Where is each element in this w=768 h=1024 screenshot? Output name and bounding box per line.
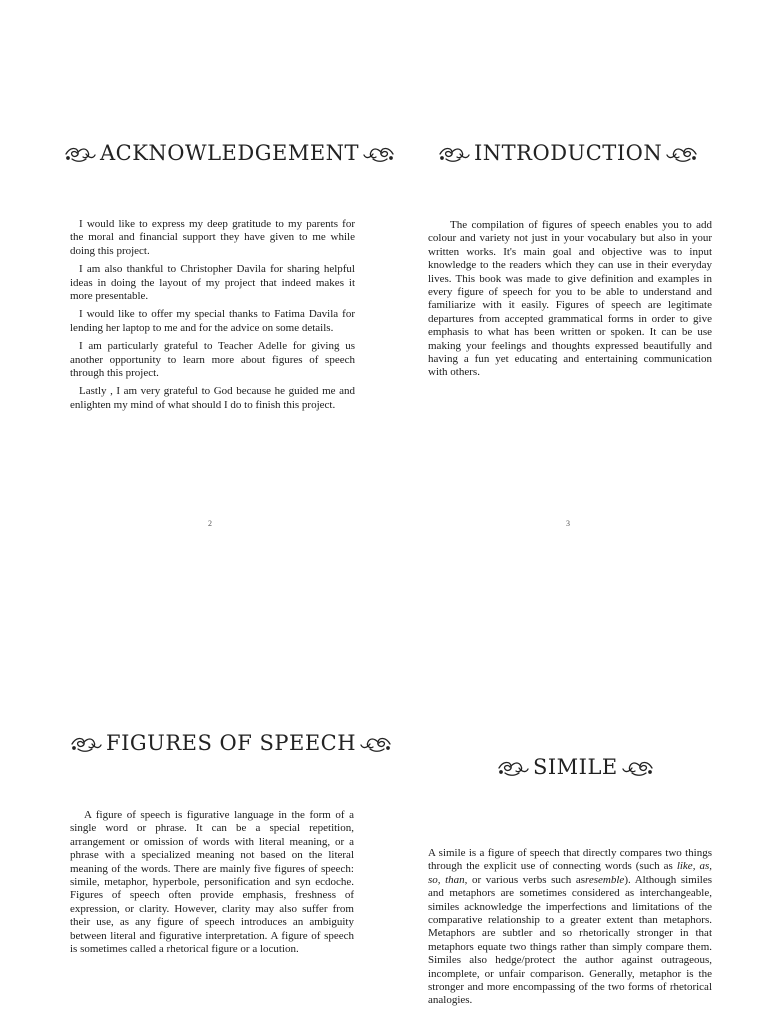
- simile-text-part: ). Although similes and metaphors are sometimes considered as interchangeable, similes acknowledge the imperfections and limitations of the comparative relationship to a greater extent than metaphors. Metaphors are subtler and so rhetorically stronger in that metaphors equate two things rather than simply compare them. Similes also hedge/protect the author against outrageous, incomplete, or unfair comparison. Generally, metaphor is the stronger and more encompassing of the two forms of rhetorical analogies.: [428, 873, 713, 1007]
- simile-text-part: or various verbs such as: [467, 873, 586, 886]
- simile-heading: [497, 757, 654, 778]
- introduction-heading: [438, 143, 698, 164]
- acknowledgement-body: [70, 218, 355, 417]
- ack-paragraph: I am particularly grateful to Teacher Adelle for giving us another opportunity to learn more about figures of speech through this project.: [70, 340, 355, 380]
- page-number: 3: [566, 519, 570, 528]
- simile-connecting-words: like, as, so, than,: [428, 860, 712, 886]
- flourish-right-icon: [360, 735, 392, 753]
- fos-paragraph: A figure of speech is figurative language in the form of a single word or phrase. It can be a special repetition, arrangement or omission of words with literal meaning, or a phrase with a specialized meaning not based on the literal meaning of the words. There are mainly five figures of speech: simile, metaphor, hyperbole, personification and syn ecdoche. Figures of speech often provide emphasis, freshness of expression, or clarity. However, clarity may also suffer from their use, as any figure of speech introduces an ambiguity between literal and figurative interpretation. A figure of speech is sometimes called a rhetorical figure or a locution.: [70, 809, 354, 956]
- flourish-right-icon: [666, 145, 698, 163]
- simile-body: [428, 847, 712, 1013]
- simile-title: SIMILE: [533, 755, 618, 779]
- acknowledgement-heading: [64, 143, 395, 164]
- flourish-left-icon: [64, 145, 96, 163]
- ack-paragraph: I would like to express my deep gratitude to my parents for the moral and financial support they have given to me while doing this project.: [70, 218, 355, 257]
- ack-paragraph: Lastly , I am very grateful to God because he guided me and enlighten my mind of what should I do to finish this project.: [70, 385, 355, 411]
- simile-paragraph: [428, 847, 712, 1008]
- introduction-title: INTRODUCTION: [474, 141, 663, 165]
- flourish-left-icon: [438, 145, 470, 163]
- flourish-right-icon: [363, 145, 395, 163]
- ack-paragraph: I am also thankful to Christopher Davila for sharing helpful ideas in doing the layout of my project that indeed makes it more presentable.: [70, 263, 355, 303]
- figures-of-speech-heading: [70, 733, 392, 754]
- flourish-left-icon: [70, 735, 102, 753]
- simile-text-part: A simile is a figure of speech that directly compares two things through the explicit use of connecting words (such as: [428, 847, 712, 873]
- intro-paragraph: The compilation of figures of speech enables you to add colour and variety not just in your vocabulary but also in your written works. It's main goal and objective was to input knowledge to the readers which they can use in their everyday lives. This book was made to give definition and examples in every figure of speech for you to be able to understand and familiarize with it easily. Figures of speech are legitimate departures from accepted grammatical forms in order to give emphasis to what has been written or spoken. It can be use making your feelings and thoughts expressed beautifully and having a fun yet educating and entertaining communication with others.: [428, 219, 712, 379]
- figures-of-speech-body: [70, 809, 354, 961]
- ack-paragraph: I would like to offer my special thanks to Fatima Davila for lending her laptop to me and for the advice on some details.: [70, 308, 355, 334]
- flourish-right-icon: [622, 759, 654, 777]
- figures-of-speech-title: FIGURES OF SPEECH: [106, 731, 357, 755]
- acknowledgement-title: ACKNOWLEDGEMENT: [100, 141, 360, 165]
- flourish-left-icon: [497, 759, 529, 777]
- simile-verb-example: resemble: [585, 873, 625, 886]
- page-number: 2: [208, 519, 212, 528]
- introduction-body: [428, 219, 712, 385]
